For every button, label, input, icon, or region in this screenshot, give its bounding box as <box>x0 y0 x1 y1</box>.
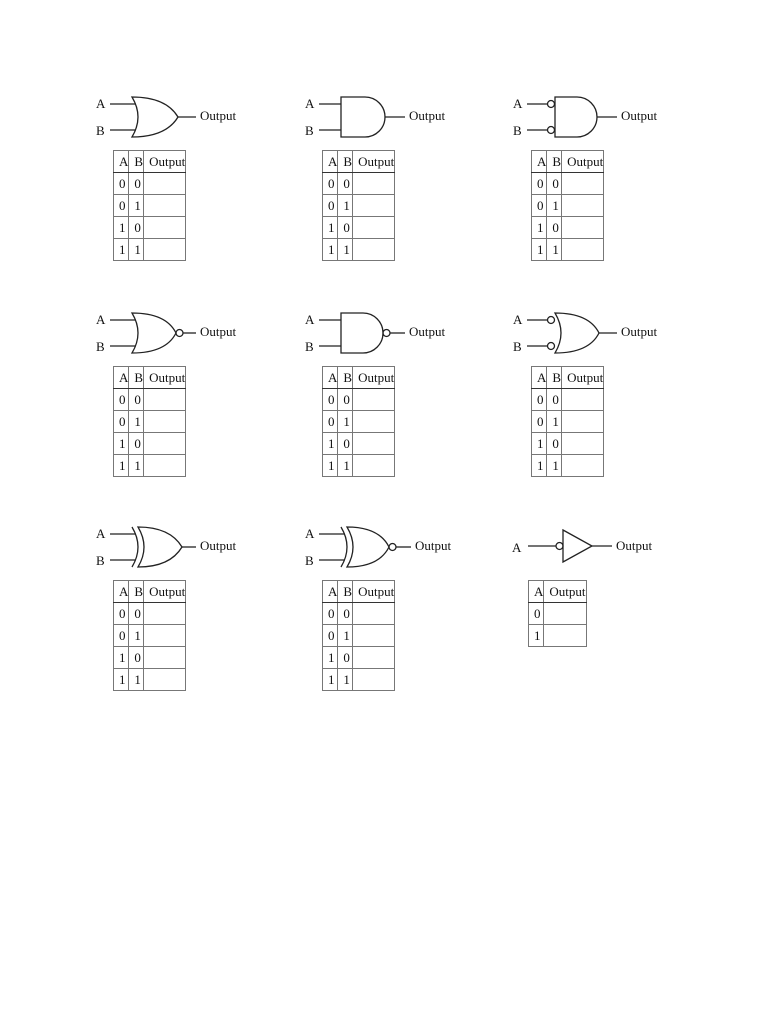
cell-a: 1 <box>323 217 338 239</box>
cell-output[interactable] <box>353 433 395 455</box>
header-a: A <box>323 151 338 173</box>
cell-b: 0 <box>129 433 144 455</box>
table-header-row <box>529 581 587 603</box>
nor-gate-symbol <box>96 308 256 358</box>
cell-a: 0 <box>532 389 547 411</box>
input-a-label: A <box>512 540 522 555</box>
table-row <box>114 173 186 195</box>
input-a-label: A <box>96 96 106 111</box>
table-row <box>323 625 395 647</box>
inversion-bubble-b <box>548 127 555 134</box>
header-a: A <box>532 151 547 173</box>
table-header-row <box>323 581 395 603</box>
cell-a: 0 <box>323 625 338 647</box>
cell-b: 1 <box>129 455 144 477</box>
cell-a: 0 <box>114 603 129 625</box>
cell-output[interactable] <box>562 195 604 217</box>
cell-output[interactable] <box>144 433 186 455</box>
and-gate-inverted-inputs-symbol <box>513 92 673 142</box>
header-b: B <box>547 151 562 173</box>
cell-a: 0 <box>532 411 547 433</box>
cell-output[interactable] <box>353 603 395 625</box>
table-row <box>323 173 395 195</box>
cell-a: 0 <box>323 411 338 433</box>
cell-b: 0 <box>129 389 144 411</box>
header-a: A <box>323 581 338 603</box>
header-b: B <box>338 581 353 603</box>
truth-table-or-inverted-inputs <box>531 366 604 477</box>
cell-b: 1 <box>547 239 562 261</box>
cell-output[interactable] <box>144 603 186 625</box>
cell-b: 1 <box>129 669 144 691</box>
header-a: A <box>114 151 129 173</box>
header-output: Output <box>353 581 395 603</box>
and-gate-symbol <box>305 92 465 142</box>
header-a: A <box>114 367 129 389</box>
header-b: B <box>547 367 562 389</box>
table-row <box>114 433 186 455</box>
truth-table-not <box>528 580 587 647</box>
table-row <box>532 217 604 239</box>
input-b-label: B <box>96 553 105 568</box>
cell-b: 1 <box>338 455 353 477</box>
inversion-bubble-a <box>548 101 555 108</box>
input-a-label: A <box>96 312 106 327</box>
cell-output[interactable] <box>562 239 604 261</box>
cell-a: 1 <box>532 455 547 477</box>
cell-output[interactable] <box>144 239 186 261</box>
input-b-label: B <box>305 553 314 568</box>
inversion-bubble-output <box>383 330 390 337</box>
cell-a: 1 <box>114 239 129 261</box>
cell-output[interactable] <box>562 455 604 477</box>
table-row <box>323 455 395 477</box>
input-b-label: B <box>513 123 522 138</box>
or-gate-inverted-inputs-symbol <box>513 308 673 358</box>
table-row <box>114 603 186 625</box>
cell-b: 0 <box>547 433 562 455</box>
cell-output[interactable] <box>353 195 395 217</box>
cell-output[interactable] <box>144 455 186 477</box>
cell-a: 0 <box>114 625 129 647</box>
table-row <box>532 433 604 455</box>
cell-output[interactable] <box>562 411 604 433</box>
table-row <box>529 603 587 625</box>
cell-a: 0 <box>323 173 338 195</box>
cell-b: 0 <box>547 173 562 195</box>
table-row <box>323 411 395 433</box>
table-header-row <box>323 151 395 173</box>
cell-output[interactable] <box>353 173 395 195</box>
header-b: B <box>338 151 353 173</box>
header-a: A <box>323 367 338 389</box>
cell-b: 1 <box>129 239 144 261</box>
table-row <box>323 389 395 411</box>
table-row <box>323 647 395 669</box>
cell-b: 0 <box>547 217 562 239</box>
inversion-bubble-output <box>389 544 396 551</box>
cell-output[interactable] <box>353 455 395 477</box>
table-row <box>532 239 604 261</box>
cell-a: 1 <box>323 455 338 477</box>
output-label: Output <box>616 538 653 553</box>
table-row <box>532 455 604 477</box>
output-label: Output <box>409 108 446 123</box>
cell-output[interactable] <box>144 173 186 195</box>
cell-a: 1 <box>532 217 547 239</box>
truth-table-xnor <box>322 580 395 691</box>
cell-a: 1 <box>323 239 338 261</box>
cell-b: 1 <box>547 455 562 477</box>
cell-a: 0 <box>114 173 129 195</box>
header-a: A <box>114 581 129 603</box>
cell-b: 0 <box>338 647 353 669</box>
cell-b: 0 <box>129 647 144 669</box>
inversion-bubble-output <box>176 330 183 337</box>
cell-output[interactable] <box>353 389 395 411</box>
inversion-bubble-a <box>548 317 555 324</box>
cell-a: 1 <box>529 625 544 647</box>
input-b-label: B <box>96 123 105 138</box>
cell-b: 1 <box>547 411 562 433</box>
table-header-row <box>532 151 604 173</box>
table-header-row <box>532 367 604 389</box>
cell-a: 0 <box>323 195 338 217</box>
cell-b: 1 <box>547 195 562 217</box>
truth-table-and <box>322 150 395 261</box>
cell-output[interactable] <box>544 603 586 625</box>
truth-table-xor <box>113 580 186 691</box>
output-label: Output <box>200 108 237 123</box>
table-row <box>532 389 604 411</box>
xor-gate-symbol <box>96 522 256 572</box>
output-label: Output <box>621 324 658 339</box>
output-label: Output <box>200 324 237 339</box>
cell-output[interactable] <box>144 647 186 669</box>
not-gate-symbol <box>512 522 672 572</box>
table-row <box>114 195 186 217</box>
truth-table-nand <box>322 366 395 477</box>
cell-b: 0 <box>338 389 353 411</box>
table-row <box>114 217 186 239</box>
input-b-label: B <box>513 339 522 354</box>
cell-output[interactable] <box>144 625 186 647</box>
cell-a: 1 <box>114 647 129 669</box>
cell-a: 0 <box>532 173 547 195</box>
input-a-label: A <box>305 312 315 327</box>
header-output: Output <box>144 581 186 603</box>
cell-output[interactable] <box>562 217 604 239</box>
cell-b: 0 <box>547 389 562 411</box>
cell-a: 1 <box>114 669 129 691</box>
table-row <box>114 389 186 411</box>
header-b: B <box>129 581 144 603</box>
cell-a: 0 <box>114 195 129 217</box>
cell-a: 0 <box>114 411 129 433</box>
cell-b: 1 <box>338 195 353 217</box>
cell-b: 1 <box>338 411 353 433</box>
truth-table-or <box>113 150 186 261</box>
header-output: Output <box>144 151 186 173</box>
cell-b: 1 <box>338 669 353 691</box>
cell-output[interactable] <box>353 625 395 647</box>
truth-table-and-inverted-inputs <box>531 150 604 261</box>
header-b: B <box>129 367 144 389</box>
header-b: B <box>338 367 353 389</box>
table-row <box>323 239 395 261</box>
cell-output[interactable] <box>144 217 186 239</box>
header-b: B <box>129 151 144 173</box>
header-output: Output <box>562 367 604 389</box>
header-a: A <box>529 581 544 603</box>
cell-output[interactable] <box>353 217 395 239</box>
cell-a: 1 <box>114 217 129 239</box>
cell-a: 1 <box>323 433 338 455</box>
table-row <box>114 647 186 669</box>
cell-b: 1 <box>129 411 144 433</box>
cell-a: 0 <box>532 195 547 217</box>
cell-output[interactable] <box>562 433 604 455</box>
input-a-label: A <box>96 526 106 541</box>
cell-output[interactable] <box>353 647 395 669</box>
header-output: Output <box>544 581 586 603</box>
cell-b: 1 <box>338 239 353 261</box>
input-b-label: B <box>305 339 314 354</box>
table-row <box>323 669 395 691</box>
input-a-label: A <box>513 312 523 327</box>
table-row <box>323 603 395 625</box>
cell-output[interactable] <box>353 411 395 433</box>
header-a: A <box>532 367 547 389</box>
cell-a: 1 <box>532 239 547 261</box>
cell-a: 0 <box>323 603 338 625</box>
cell-b: 0 <box>129 603 144 625</box>
cell-a: 1 <box>114 455 129 477</box>
header-output: Output <box>353 367 395 389</box>
table-row <box>529 625 587 647</box>
cell-output[interactable] <box>353 239 395 261</box>
cell-b: 0 <box>338 603 353 625</box>
cell-b: 0 <box>338 433 353 455</box>
table-row <box>114 411 186 433</box>
cell-output[interactable] <box>353 669 395 691</box>
output-label: Output <box>621 108 658 123</box>
cell-b: 0 <box>338 217 353 239</box>
cell-a: 0 <box>323 389 338 411</box>
header-output: Output <box>353 151 395 173</box>
table-header-row <box>114 581 186 603</box>
table-row <box>114 669 186 691</box>
output-label: Output <box>415 538 452 553</box>
cell-b: 1 <box>129 625 144 647</box>
cell-a: 1 <box>323 669 338 691</box>
cell-a: 1 <box>532 433 547 455</box>
truth-table-nor <box>113 366 186 477</box>
cell-output[interactable] <box>144 389 186 411</box>
cell-a: 1 <box>114 433 129 455</box>
cell-output[interactable] <box>144 195 186 217</box>
inversion-bubble-input <box>556 543 563 550</box>
table-row <box>323 433 395 455</box>
table-row <box>532 195 604 217</box>
header-output: Output <box>144 367 186 389</box>
table-row <box>114 625 186 647</box>
input-a-label: A <box>513 96 523 111</box>
cell-output[interactable] <box>144 411 186 433</box>
table-header-row <box>323 367 395 389</box>
input-b-label: B <box>96 339 105 354</box>
input-a-label: A <box>305 96 315 111</box>
cell-output[interactable] <box>562 173 604 195</box>
table-row <box>323 195 395 217</box>
table-row <box>114 455 186 477</box>
cell-b: 0 <box>129 217 144 239</box>
table-row <box>323 217 395 239</box>
output-label: Output <box>409 324 446 339</box>
table-row <box>532 411 604 433</box>
cell-a: 0 <box>529 603 544 625</box>
cell-output[interactable] <box>144 669 186 691</box>
table-row <box>532 173 604 195</box>
cell-b: 0 <box>338 173 353 195</box>
table-header-row <box>114 367 186 389</box>
table-row <box>114 239 186 261</box>
cell-b: 1 <box>129 195 144 217</box>
inversion-bubble-b <box>548 343 555 350</box>
cell-b: 1 <box>338 625 353 647</box>
or-gate-symbol <box>96 92 256 142</box>
nand-gate-symbol <box>305 308 465 358</box>
cell-output[interactable] <box>544 625 586 647</box>
input-b-label: B <box>305 123 314 138</box>
cell-a: 0 <box>114 389 129 411</box>
input-a-label: A <box>305 526 315 541</box>
header-output: Output <box>562 151 604 173</box>
xnor-gate-symbol <box>305 522 465 572</box>
output-label: Output <box>200 538 237 553</box>
cell-a: 1 <box>323 647 338 669</box>
cell-output[interactable] <box>562 389 604 411</box>
cell-b: 0 <box>129 173 144 195</box>
table-header-row <box>114 151 186 173</box>
